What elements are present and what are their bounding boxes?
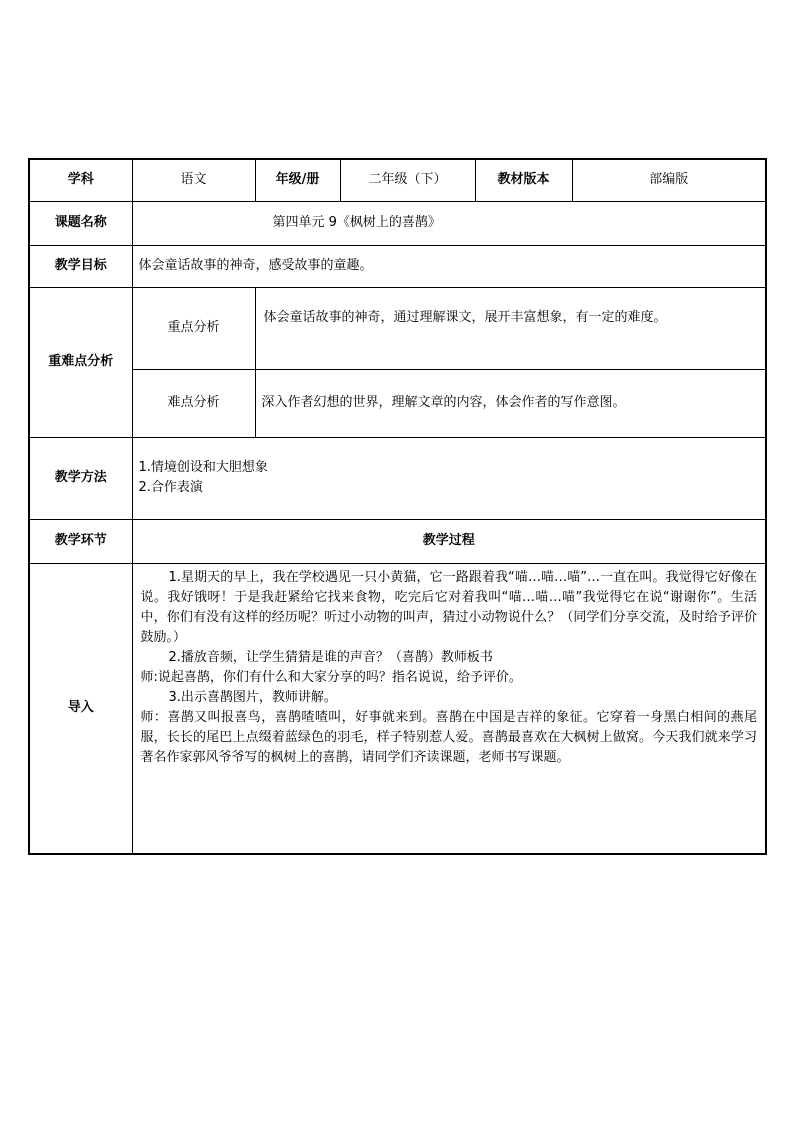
subject-label: 学科 [29,159,132,201]
lesson-row [29,201,766,245]
subject-value: 语文 [132,159,255,201]
goal-label: 教学目标 [29,245,132,287]
intro-paragraph: 师:说起喜鹊，你们有什么和大家分享的吗？指名说说，给予评价。 [140,669,522,685]
intro-paragraph: 师：喜鹊又叫报喜鸟，喜鹊喳喳叫，好事就来到。喜鹊在中国是吉祥的象征。它穿着一身黑白相间的燕尾服，长长的尾巴上点缀着蓝绿色的羽毛，样子特别惹人爱。喜鹊最喜欢在大枫树上做窝。今天我们就来学习著名作家郭风爷爷写的枫树上的喜鹊，请同学们齐读课题，老师书写课题。 [140,709,757,765]
analysis-label: 重难点分析 [29,287,132,437]
intro-paragraph: 2.播放音频，让学生猜猜是谁的声音？（喜鹊）教师板书 [168,649,493,665]
lesson-label: 课题名称 [29,201,132,245]
grade-label: 年级/册 [255,159,340,201]
header-row [29,159,766,201]
goal-text: 体会童话故事的神奇，感受故事的童趣。 [132,245,766,287]
intro-label: 导入 [29,563,132,854]
intro-paragraph: 1.星期天的早上，我在学校遇见一只小黄猫，它一路跟着我“喵…喵…喵”…一直在叫。我觉得它好像在说。我好饿呀！于是我赶紧给它找来食物，吃完后它对着我叫“喵…喵…喵”我觉得它在说“谢谢你”。生活中，你们有没有这样的经历呢？听过小动物的叫声，猜过小动物说什么？（同学们分享交流，及时给予评价鼓励。） [140,569,757,645]
method-row [29,437,766,519]
intro-row [29,563,766,854]
process-title: 教学过程 [132,519,766,563]
process-header-row [29,519,766,563]
grade-value: 二年级（下） [340,159,475,201]
key-point-text: 体会童话故事的神奇，通过理解课文，展开丰富想象，有一定的难度。 [255,287,766,369]
lesson-plan-table [28,158,767,855]
lesson-title: 第四单元 9《枫树上的喜鹊》 [132,201,766,245]
difficult-point-text: 深入作者幻想的世界，理解文章的内容，体会作者的写作意图。 [255,369,766,437]
edition-value: 部编版 [572,159,766,201]
key-point-label: 重点分析 [132,287,255,369]
method-item: 1.情境创设和大胆想象 [138,460,268,475]
method-label: 教学方法 [29,437,132,519]
key-point-row [29,287,766,369]
method-list [132,437,766,519]
difficult-point-label: 难点分析 [132,369,255,437]
goal-row [29,245,766,287]
edition-label: 教材版本 [475,159,572,201]
difficult-point-row [29,369,766,437]
method-item: 2.合作表演 [138,480,203,495]
process-stage-label: 教学环节 [29,519,132,563]
intro-paragraph: 3.出示喜鹊图片，教师讲解。 [168,689,337,705]
intro-content [132,563,766,854]
